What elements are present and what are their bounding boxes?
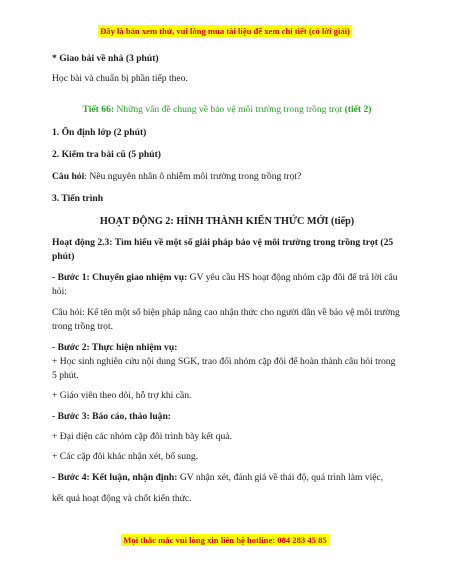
- homework-text: Học bài và chuẩn bị phần tiếp theo.: [52, 73, 188, 84]
- step-b2-item-2: + Giáo viên theo dõi, hỗ trợ khi cần.: [52, 390, 192, 401]
- review-question-text: : Nêu nguyên nhân ô nhiễm môi trường trong trồng trọt?: [84, 171, 302, 182]
- lesson-part: (tiết 2): [344, 104, 372, 115]
- hotline-banner-text: Mọi thắc mắc vui lòng xin liên hệ hotline: 084 283 45 85: [123, 535, 327, 545]
- preview-banner: [0, 26, 450, 36]
- step-b1-question: Câu hỏi: Kể tên một số biện pháp nâng cao nhận thức cho người dân về bảo vệ môi trường trong trồng trọt.: [52, 307, 400, 332]
- step-b4: [52, 471, 402, 485]
- step-1-heading: 1. Ổn định lớp (2 phút): [52, 127, 147, 138]
- step-b2-label: - Bước 2: Thực hiện nhiệm vụ:: [52, 342, 178, 353]
- step-b3-item-1: + Đại diện các nhóm cặp đôi trình bày kết quả.: [52, 431, 232, 442]
- step-b1-text: GV yêu cầu HS hoạt động nhóm cặp đôi để trả lời câu hỏi:: [52, 272, 398, 297]
- review-question-label: Câu hỏi: [52, 171, 85, 182]
- document-body: [52, 52, 402, 506]
- step-b1: [52, 271, 402, 299]
- step-2-heading: 2. Kiểm tra bài cũ (5 phút): [52, 149, 161, 160]
- step-b4-label: - Bước 4: Kết luận, nhận định:: [52, 472, 178, 483]
- review-question: [52, 170, 402, 184]
- step-b2-item-1: + Học sinh nghiên cứu nội dung SGK, trao đổi nhóm cặp đôi để hoàn thành câu hỏi trong 5 phút.: [52, 356, 396, 381]
- step-b3-label: - Bước 3: Báo cáo, thảo luận:: [52, 411, 171, 422]
- step-b4-text-2: kết quả hoạt động và chốt kiến thức.: [52, 493, 192, 504]
- lesson-prefix: Tiết 66:: [82, 104, 115, 115]
- homework-heading: * Giao bài về nhà (3 phút): [52, 53, 159, 64]
- activity-heading: HOẠT ĐỘNG 2: HÌNH THÀNH KIẾN THỨC MỚI (tiếp): [99, 216, 355, 227]
- step-b1-label: - Bước 1: Chuyển giao nhiệm vụ:: [52, 272, 188, 283]
- step-b3-item-2: + Các cặp đôi khác nhận xét, bổ sung.: [52, 451, 199, 462]
- preview-banner-text: Đây là bản xem thử, vui lòng mua tài liệu để xem chi tiết (có lời giải): [100, 26, 350, 36]
- hotline-banner: [0, 535, 450, 545]
- lesson-title: [52, 103, 402, 117]
- step-b4-text: GV nhận xét, đánh giá về thái độ, quá trình làm việc,: [177, 472, 384, 483]
- lesson-name: Những vấn đề chung về bảo vệ môi trường trong trồng trọt: [114, 104, 345, 115]
- activity-subheading: Hoạt động 2.3: Tìm hiểu về một số giải pháp bảo vệ môi trường trong trồng trọt (25 phút): [52, 237, 394, 262]
- step-3-heading: 3. Tiến trình: [52, 193, 104, 204]
